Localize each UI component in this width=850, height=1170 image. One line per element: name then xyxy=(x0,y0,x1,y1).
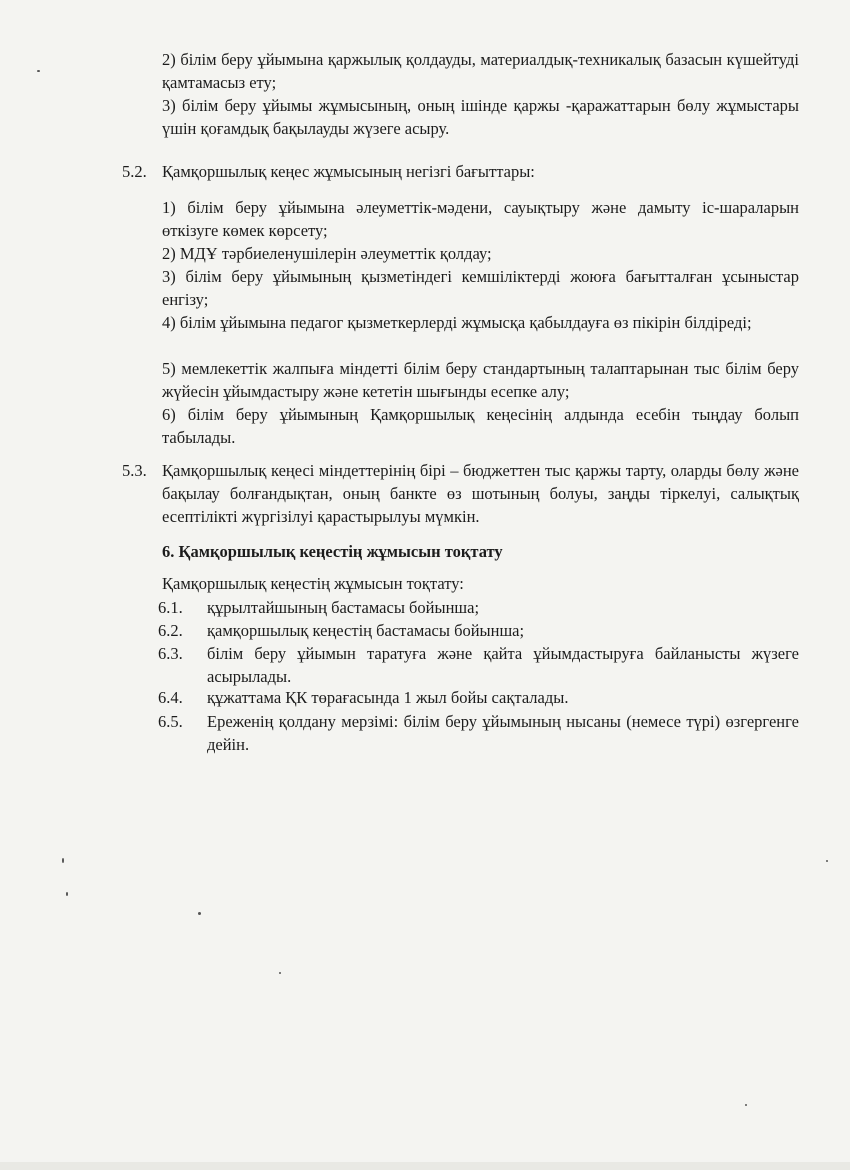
section-5-2-item: 6) білім беру ұйымының Қамқоршылық кеңесінің алдында есебін тыңдау болып табылады. xyxy=(162,405,799,447)
section-6-intro: Қамқоршылық кеңестің жұмысын тоқтату: xyxy=(162,574,464,593)
section-5-2-number: 5.2. xyxy=(122,162,147,181)
section-6-item-text: қамқоршылық кеңестің бастамасы бойынша; xyxy=(207,621,525,640)
section-5-2-item: 4) білім ұйымына педагог қызметкерлерді жұмысқа қабылдауға өз пікірін білдіреді; xyxy=(162,313,752,332)
scan-speck xyxy=(37,70,40,72)
section-6-item-text: құрылтайшының бастамасы бойынша; xyxy=(207,598,480,617)
scan-speck xyxy=(62,858,64,863)
intro-item-2: 2) білім беру ұйымына қаржылық қолдауды, материалдық-техникалық базасын күшейтуді қамтамасыз ету; xyxy=(162,50,799,92)
section-5-2-item: 3) білім беру ұйымының қызметіндегі кемшіліктерді жоюға бағытталған ұсыныстар енгізу; xyxy=(162,267,799,309)
scan-speck xyxy=(198,912,201,915)
section-5-3-text: Қамқоршылық кеңесі міндеттерінің бірі – бюджеттен тыс қаржы тарту, оларды бөлу және бақылау болғандықтан, оның банкте өз шотының болуы, заңды тіркелуі, салықтық есептілікті жүргізілуі қарастырылуы мүмкін. xyxy=(162,461,799,526)
section-6-item-number: 6.1. xyxy=(158,598,183,617)
intro-item-3: 3) білім беру ұйымы жұмысының, оның ішінде қаржы -қаражаттарын бөлу жұмыстары үшін қоғамдық бақылауды жүзеге асыру. xyxy=(162,96,799,138)
section-6-item-text: құжаттама ҚК төрағасында 1 жыл бойы сақталады. xyxy=(207,688,569,707)
section-5-2-item: 5) мемлекеттік жалпыға міндетті білім беру стандартының талаптарынан тыс білім беру жүйесін ұйымдастыру және кететін шығынды есепке алу; xyxy=(162,359,799,401)
section-5-2-item: 1) білім беру ұйымына әлеуметтік-мәдени, сауықтыру және дамыту іс-шараларын өткізуге көмек көрсету; xyxy=(162,198,799,240)
scan-speck xyxy=(826,860,828,862)
section-6-item-number: 6.4. xyxy=(158,688,183,707)
section-5-2-title: Қамқоршылық кеңес жұмысының негізгі бағыттары: xyxy=(162,162,535,181)
scan-bottom-edge xyxy=(0,1162,850,1170)
section-6-item-text: Ереженің қолдану мерзімі: білім беру ұйымының нысаны (немесе түрі) өзгергенге дейін. xyxy=(207,712,799,754)
section-5-3-number: 5.3. xyxy=(122,461,147,480)
section-6-heading: 6. Қамқоршылық кеңестің жұмысын тоқтату xyxy=(162,542,503,561)
scan-speck xyxy=(279,972,281,974)
section-6-item-number: 6.3. xyxy=(158,644,183,663)
section-6-item-text: білім беру ұйымын таратуға және қайта ұйымдастыруға байланысты жүзеге асырылады. xyxy=(207,644,799,686)
scan-speck xyxy=(745,1104,747,1106)
section-6-item-number: 6.2. xyxy=(158,621,183,640)
section-5-2-item: 2) МДҰ тәрбиеленушілерін әлеуметтік қолдау; xyxy=(162,244,492,263)
scan-speck xyxy=(66,892,68,896)
section-6-item-number: 6.5. xyxy=(158,712,183,731)
